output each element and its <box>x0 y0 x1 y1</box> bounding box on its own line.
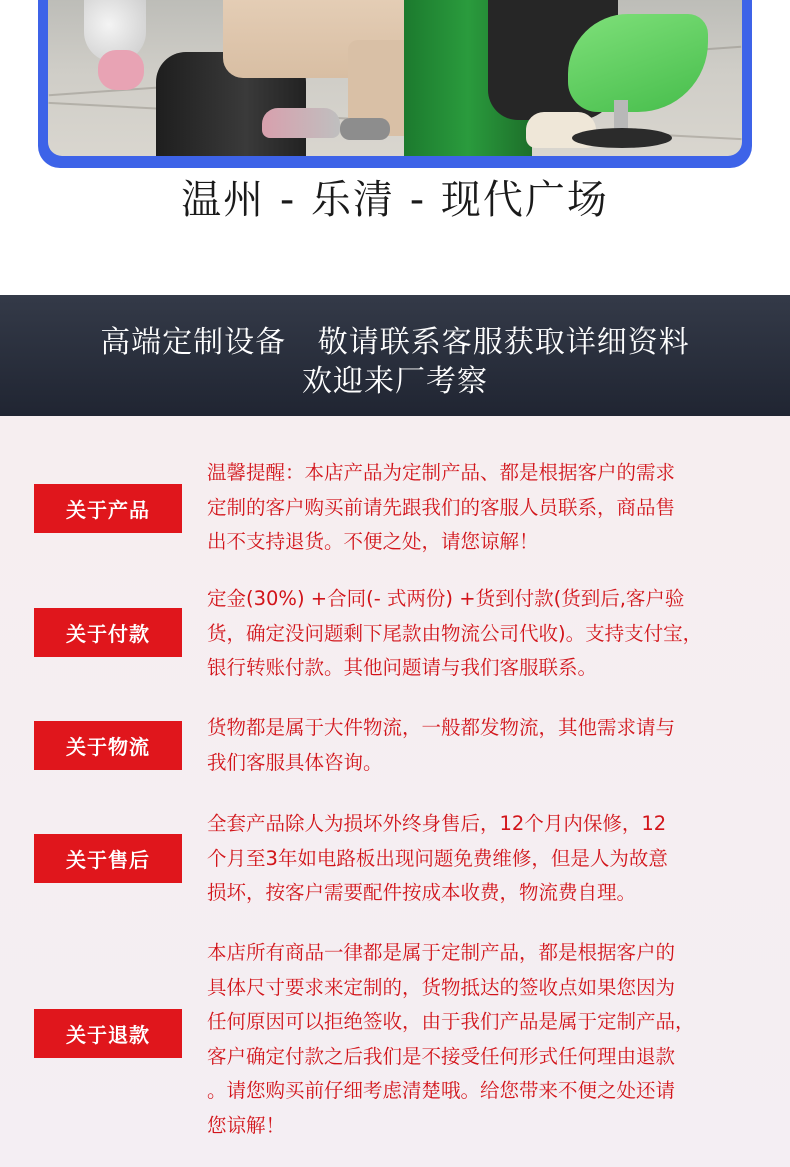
text-line: 全套产品除人为损坏外终身售后，12个月内保修，12 <box>207 812 667 835</box>
sneaker <box>262 108 340 138</box>
green-chair <box>568 14 708 112</box>
photo-frame <box>38 0 752 168</box>
text-line: 个月至3年如电路板出现问题免费维修，但是人为故意 <box>207 846 668 870</box>
text-line: 银行转账付款。其他问题请与我们客服联系。 <box>207 656 598 679</box>
text-payment <box>207 582 767 686</box>
banner-line-2: 欢迎来厂考察 <box>302 364 488 399</box>
info-section <box>0 416 790 1167</box>
label-payment: 关于付款 <box>34 608 182 657</box>
text-refund <box>207 936 767 1143</box>
text-line: 损坏，按客户需要配件按成本收费，物流费自理。 <box>207 881 637 904</box>
text-line: 本店所有商品一律都是属于定制产品，都是根据客户的 <box>207 941 676 964</box>
sneaker-2 <box>340 118 390 140</box>
label-refund: 关于退款 <box>34 1009 182 1058</box>
contact-banner <box>0 295 790 416</box>
text-line: 货物都是属于大件物流，一般都发物流，其他需求请与 <box>207 716 676 739</box>
text-line: 我们客服具体咨询。 <box>207 750 383 774</box>
chair-base <box>572 128 672 148</box>
text-line: 您谅解！ <box>207 1113 286 1137</box>
text-aftersales <box>207 807 767 911</box>
location-caption: 温州 - 乐清 - 现代广场 <box>181 177 609 223</box>
text-line: 出不支持退货。不便之处，请您谅解！ <box>207 530 539 553</box>
text-product <box>207 456 767 560</box>
banner-line-1: 高端定制设备 敬请联系客服获取详细资料 <box>100 325 690 360</box>
text-line: 温馨提醒：本店产品为定制产品、都是根据客户的需求 <box>207 461 676 484</box>
label-logistics: 关于物流 <box>34 721 182 770</box>
text-line: 具体尺寸要求来定制的，货物抵达的签收点如果您因为 <box>207 975 676 999</box>
text-line: 客户确定付款之后我们是不接受任何形式任何理由退款 <box>207 1044 676 1068</box>
pink-bag <box>98 50 144 90</box>
text-line: 货，确定没问题剩下尾款由物流公司代收)。支持支付宝， <box>207 621 703 645</box>
text-line: 。请您购买前仔细考虑清楚哦。给您带来不便之处还请 <box>207 1079 676 1102</box>
store-photo <box>48 0 742 156</box>
text-line: 定制的客户购买前请先跟我们的客服人员联系，商品售 <box>207 495 676 519</box>
text-line: 任何原因可以拒绝签收，由于我们产品是属于定制产品， <box>207 1010 695 1033</box>
label-aftersales: 关于售后 <box>34 834 182 883</box>
label-product: 关于产品 <box>34 484 182 533</box>
text-logistics <box>207 711 767 780</box>
text-line: 定金(30%) +合同(- 式两份) +货到付款(货到后,客户验 <box>207 587 685 610</box>
